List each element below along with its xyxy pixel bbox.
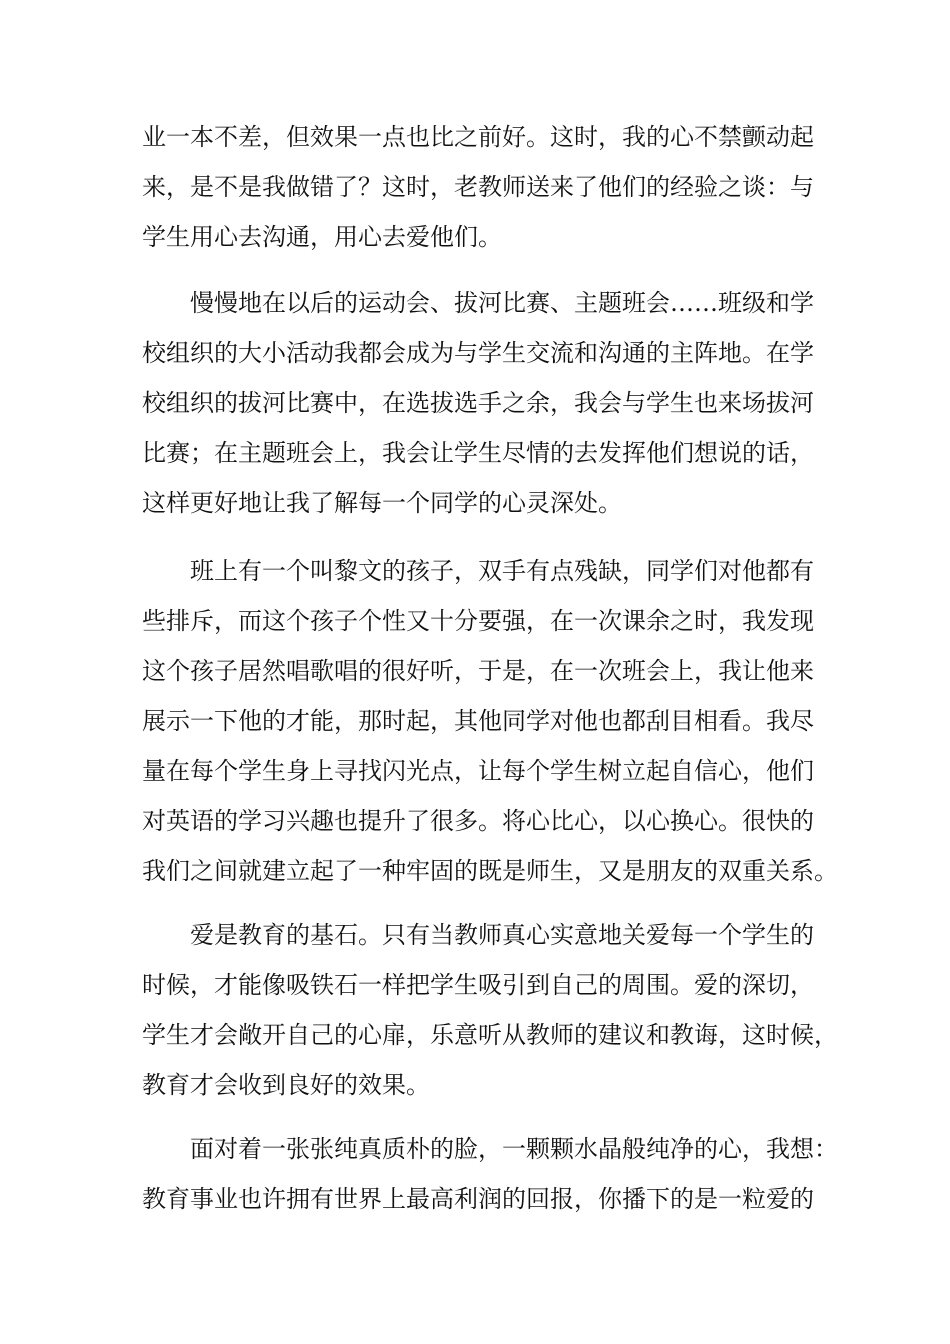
text-line: 校组织的拔河比赛中，在选拔选手之余，我会与学生也来场拔河: [142, 389, 814, 417]
text-line: 学生才会敞开自己的心扉，乐意听从教师的建议和教诲，这时候，: [142, 1021, 838, 1049]
text-line: 面对着一张张纯真质朴的脸，一颗颗水晶般纯净的心，我想：: [190, 1135, 838, 1163]
paragraph-3: [142, 546, 838, 896]
text-line: 教育才会收到良好的效果。: [142, 1071, 430, 1099]
text-line: 教育事业也许拥有世界上最高利润的回报，你播下的是一粒爱的: [142, 1185, 814, 1213]
text-line: 量在每个学生身上寻找闪光点，让每个学生树立起自信心，他们: [142, 757, 814, 785]
text-line: 来，是不是我做错了？这时，老教师送来了他们的经验之谈：与: [142, 173, 814, 201]
text-line: 校组织的大小活动我都会成为与学生交流和沟通的主阵地。在学: [142, 339, 814, 367]
text-line: 对英语的学习兴趣也提升了很多。将心比心，以心换心。很快的: [142, 807, 814, 835]
paragraph-2: [142, 278, 812, 528]
text-line: 慢慢地在以后的运动会、拔河比赛、主题班会……班级和学: [190, 289, 814, 317]
text-line: 时候，才能像吸铁石一样把学生吸引到自己的周围。爱的深切，: [142, 971, 814, 999]
text-line: 学生用心去沟通，用心去爱他们。: [142, 223, 502, 251]
paragraph-1: [142, 112, 812, 262]
text-line: 展示一下他的才能，那时起，其他同学对他也都刮目相看。我尽: [142, 707, 814, 735]
paragraph-4: [142, 910, 838, 1110]
text-line: 这样更好地让我了解每一个同学的心灵深处。: [142, 489, 622, 517]
paragraph-5: [142, 1124, 838, 1224]
text-line: 爱是教育的基石。只有当教师真心实意地关爱每一个学生的: [190, 921, 814, 949]
text-line: 些排斥，而这个孩子个性又十分要强，在一次课余之时，我发现: [142, 607, 814, 635]
text-line: 业一本不差，但效果一点也比之前好。这时，我的心不禁颤动起: [142, 123, 814, 151]
text-line: 班上有一个叫黎文的孩子，双手有点残缺，同学们对他都有: [190, 557, 814, 585]
text-line: 这个孩子居然唱歌唱的很好听，于是，在一次班会上，我让他来: [142, 657, 814, 685]
text-line: 我们之间就建立起了一种牢固的既是师生，又是朋友的双重关系。: [142, 857, 838, 885]
text-line: 比赛；在主题班会上，我会让学生尽情的去发挥他们想说的话，: [142, 439, 814, 467]
